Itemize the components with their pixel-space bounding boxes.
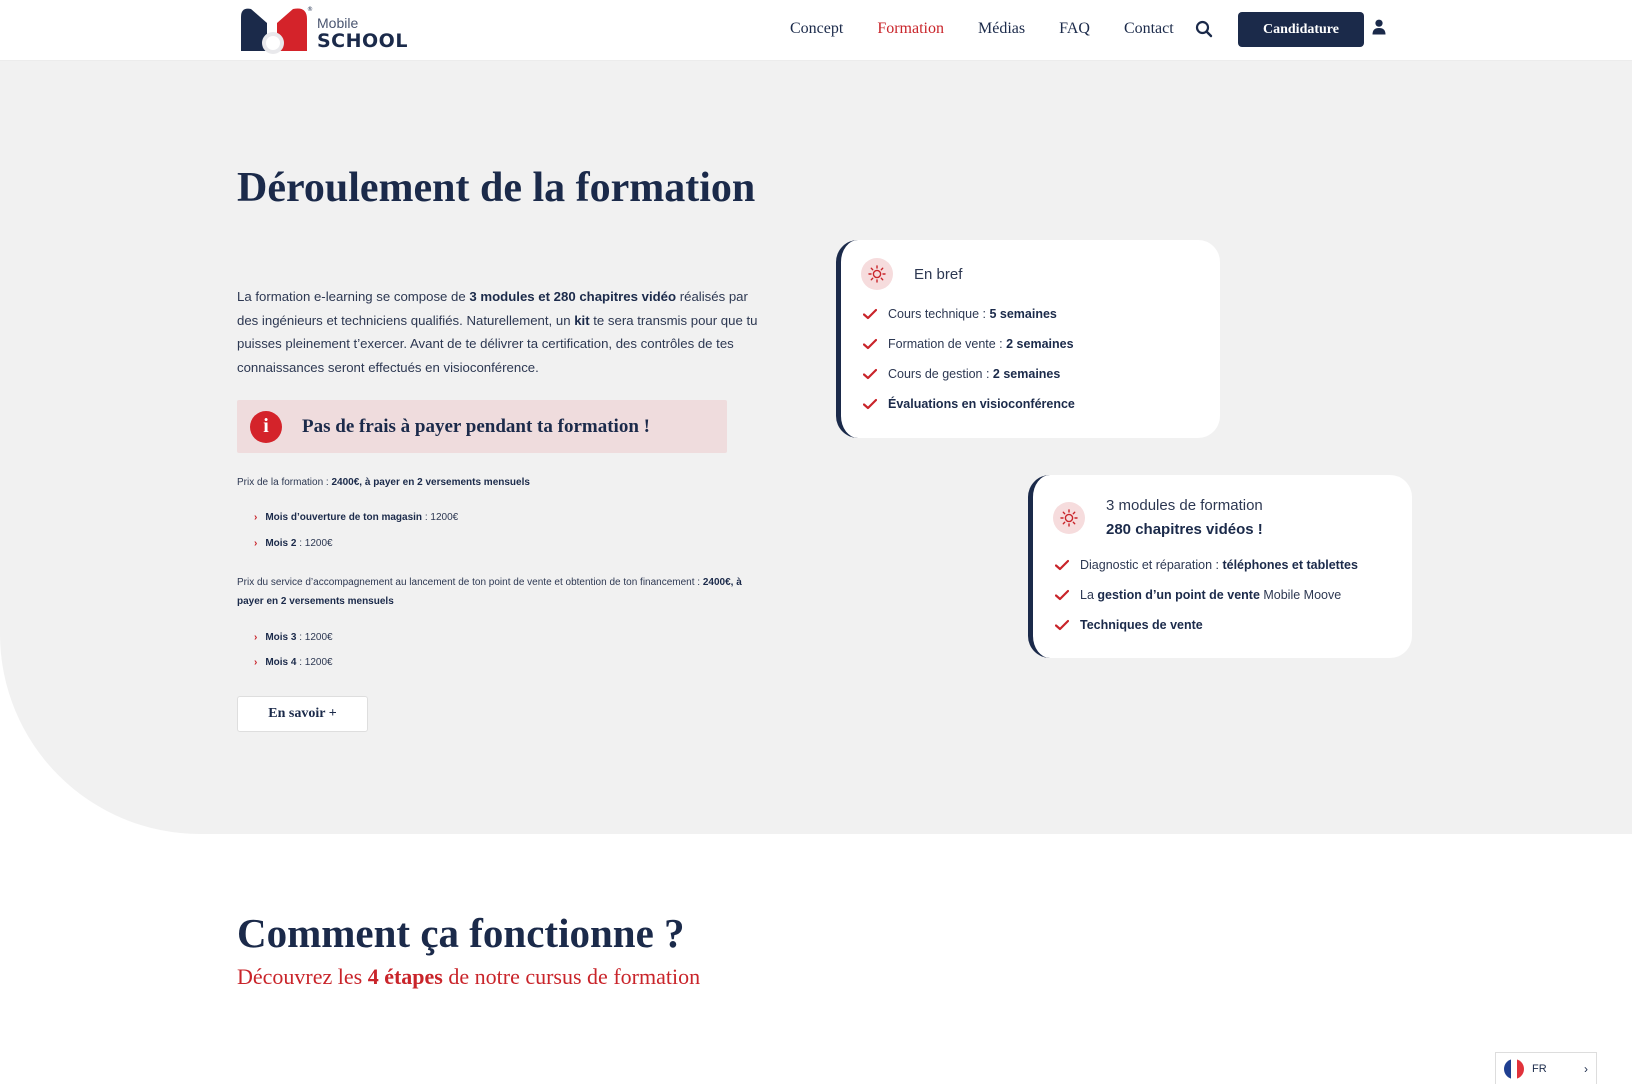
service-price: Prix du service d’accompagnement au lancement de ton point de vente et obtention de ton financement : 2400€, à payer en 2 versements mensuels xyxy=(237,577,742,607)
nav-medias[interactable]: Médias xyxy=(978,20,1026,37)
chevron-right-icon: › xyxy=(254,632,258,643)
chevron-right-icon: › xyxy=(254,657,258,668)
price-item-month-1: › Mois d’ouverture de ton magasin : 1200€ xyxy=(254,512,459,523)
logo-text-mobile: Mobile xyxy=(317,15,359,31)
nav-formation[interactable]: Formation xyxy=(877,20,944,37)
nav-contact[interactable]: Contact xyxy=(1123,20,1174,37)
search-icon[interactable] xyxy=(1195,20,1213,38)
section-title: Comment ça fonctionne ? xyxy=(237,910,685,956)
svg-text:®: ® xyxy=(307,6,313,13)
en-savoir-plus-button[interactable]: En savoir + xyxy=(237,696,368,732)
hero-description: La formation e-learning se compose de 3 modules et 280 chapitres vidéo réalisés par des ingénieurs et techniciens qualifiés. Naturellement, un kit te sera transmis pour que tu puisses pleinement t’exercer. Avant de te délivrer ta certification, des contrôles de tes connaissances seront effectués en visioconférence. xyxy=(237,289,758,375)
site-header xyxy=(0,0,1632,61)
check-item: Techniques de vente xyxy=(1055,618,1203,632)
france-flag-icon xyxy=(1504,1059,1524,1079)
nav-faq[interactable]: FAQ xyxy=(1059,20,1090,37)
language-code: FR xyxy=(1532,1062,1547,1075)
check-icon xyxy=(1055,589,1069,601)
card-modules xyxy=(1028,475,1412,658)
card-modules-title: 3 modules de formation xyxy=(1106,497,1263,514)
check-item: Évaluations en visioconférence xyxy=(863,397,1075,411)
main-nav xyxy=(790,20,1208,38)
info-icon: i xyxy=(250,411,282,443)
chevron-right-icon: › xyxy=(254,512,258,523)
price-item-month-2: › Mois 2 : 1200€ xyxy=(254,538,333,549)
check-icon xyxy=(1055,559,1069,571)
check-item: La gestion d’un point de vente Mobile Moove xyxy=(1055,588,1341,602)
check-icon xyxy=(863,338,877,350)
language-selector[interactable] xyxy=(1495,1052,1597,1084)
card-modules-subtitle: 280 chapitres vidéos ! xyxy=(1106,521,1263,538)
nav-concept[interactable]: Concept xyxy=(790,20,844,37)
section-subtitle: Découvrez les 4 étapes de notre cursus de formation xyxy=(237,964,701,989)
card-en-bref xyxy=(836,240,1220,438)
card-en-bref-title: En bref xyxy=(914,266,963,283)
chevron-right-icon: › xyxy=(254,538,258,549)
training-price: Prix de la formation : 2400€, à payer en 2 versements mensuels xyxy=(237,477,530,488)
price-item-month-4: › Mois 4 : 1200€ xyxy=(254,657,333,668)
no-fees-alert xyxy=(237,400,727,453)
price-item-month-3: › Mois 3 : 1200€ xyxy=(254,632,333,643)
check-item: Cours technique : 5 semaines xyxy=(863,307,1057,321)
check-icon xyxy=(1055,619,1069,631)
logo-text-school: SCHOOL xyxy=(317,30,408,52)
sun-icon xyxy=(861,258,893,290)
chevron-right-icon: › xyxy=(1584,1061,1588,1076)
check-item: Diagnostic et réparation : téléphones et tablettes xyxy=(1055,558,1358,572)
check-icon xyxy=(863,308,877,320)
mobile-school-logo[interactable] xyxy=(237,3,408,57)
candidature-button[interactable]: Candidature xyxy=(1238,12,1364,47)
sun-icon xyxy=(1053,502,1085,534)
user-icon[interactable] xyxy=(1372,19,1386,35)
check-icon xyxy=(863,368,877,380)
check-item: Cours de gestion : 2 semaines xyxy=(863,367,1060,381)
logo-mark-icon xyxy=(237,3,313,57)
alert-text: Pas de frais à payer pendant ta formation ! xyxy=(302,415,650,437)
check-item: Formation de vente : 2 semaines xyxy=(863,337,1074,351)
check-icon xyxy=(863,398,877,410)
hero-title: Déroulement de la formation xyxy=(237,165,756,211)
